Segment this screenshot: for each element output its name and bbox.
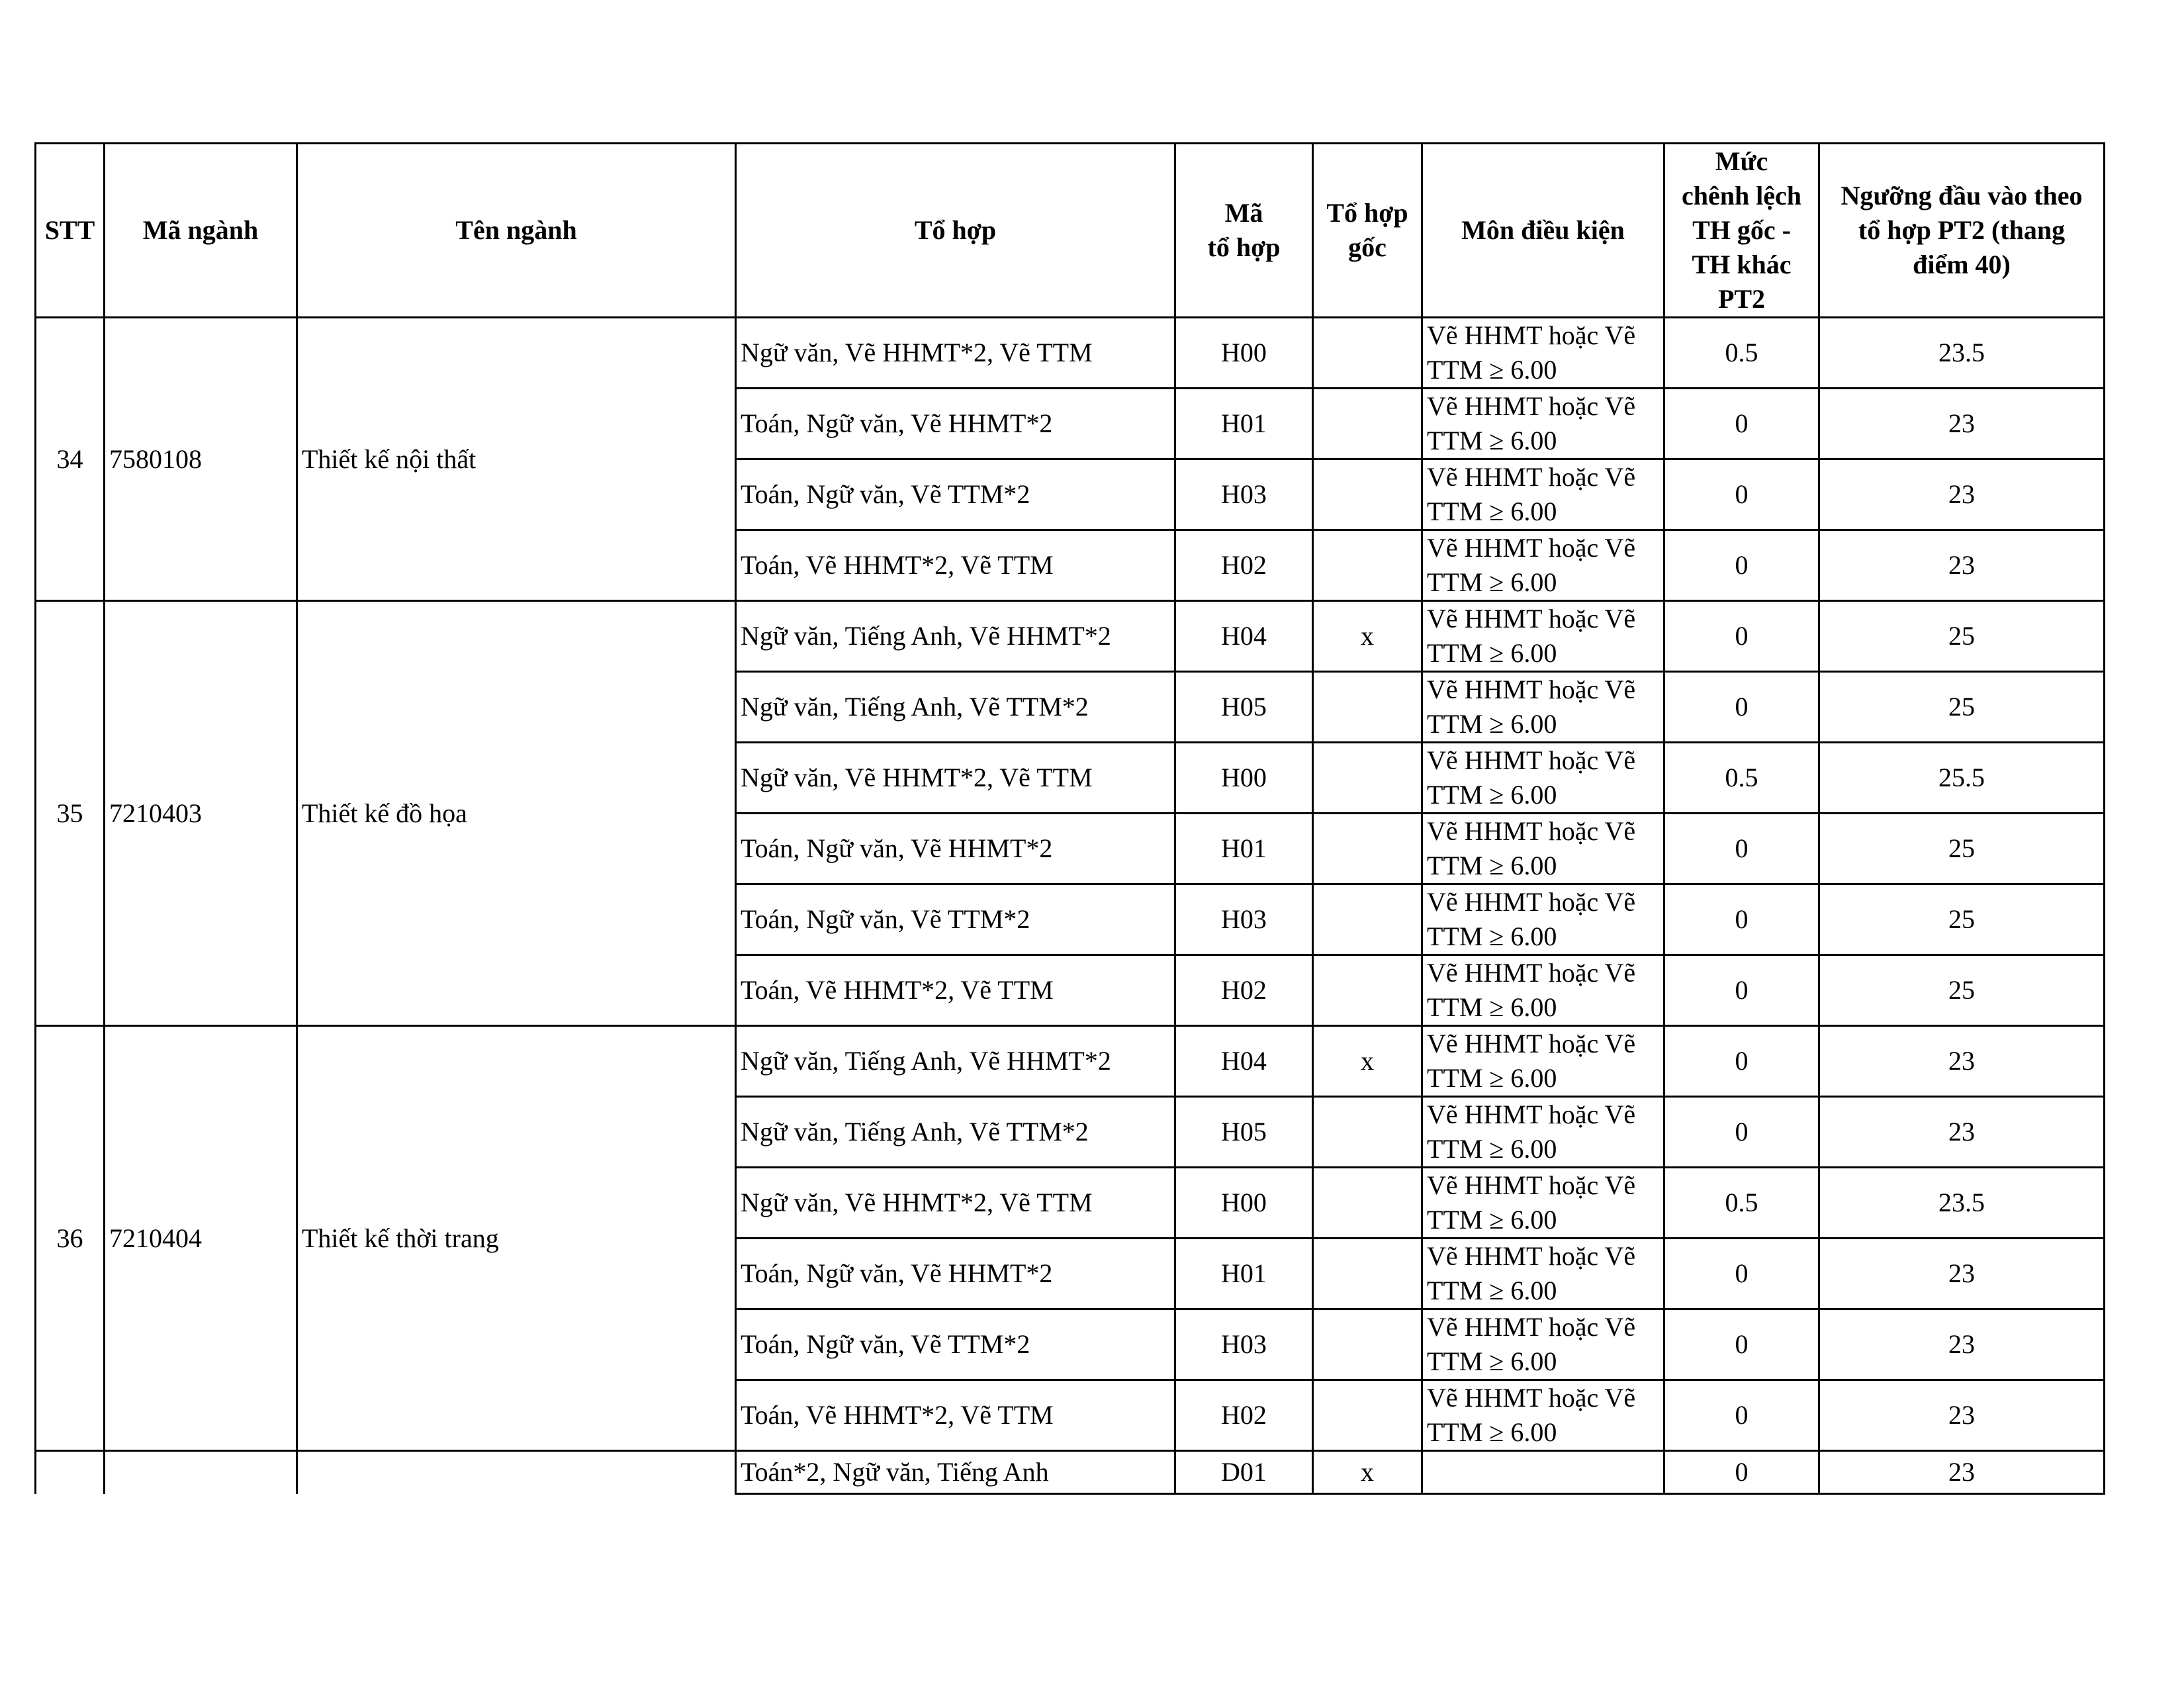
to-hop-cell: Toán, Ngữ văn, Vẽ HHMT*2 [736,1239,1175,1309]
condition-line-1: Vẽ HHMT hoặc Vẽ [1427,320,1636,350]
to-hop-goc-cell: x [1313,1026,1422,1097]
nguong-cell: 25 [1819,955,2105,1026]
to-hop-goc-cell [1313,1097,1422,1168]
nguong-cell: 25.5 [1819,743,2105,814]
ten-nganh-cell-continued [297,1451,736,1494]
condition-line-2: TTM ≥ 6.00 [1427,1134,1557,1164]
condition-line-1: Vẽ HHMT hoặc Vẽ [1427,1029,1636,1058]
to-hop-goc-cell [1313,1309,1422,1380]
to-hop-cell: Toán, Ngữ văn, Vẽ HHMT*2 [736,814,1175,884]
condition-line-2: TTM ≥ 6.00 [1427,1063,1557,1093]
ma-to-hop-cell: H04 [1175,1026,1313,1097]
muc-chenh-lech-cell: 0 [1664,601,1819,672]
to-hop-goc-cell [1313,743,1422,814]
stt-cell: 36 [36,1026,105,1451]
muc-chenh-lech-cell: 0 [1664,1239,1819,1309]
to-hop-cell: Toán, Vẽ HHMT*2, Vẽ TTM [736,1380,1175,1451]
nguong-cell: 25 [1819,884,2105,955]
muc-chenh-lech-cell: 0.5 [1664,318,1819,389]
admissions-table [34,142,2105,1495]
condition-line-2: TTM ≥ 6.00 [1427,851,1557,880]
to-hop-cell: Ngữ văn, Tiếng Anh, Vẽ HHMT*2 [736,601,1175,672]
ma-nganh-cell-continued [105,1451,297,1494]
ma-to-hop-cell: H02 [1175,1380,1313,1451]
condition-line-2: TTM ≥ 6.00 [1427,921,1557,951]
header-ma-nganh: Mã ngành [105,144,297,318]
muc-chenh-lech-cell: 0 [1664,672,1819,743]
to-hop-cell: Toán*2, Ngữ văn, Tiếng Anh [736,1451,1175,1494]
nguong-cell: 23 [1819,1097,2105,1168]
condition-line-2: TTM ≥ 6.00 [1427,1346,1557,1376]
ma-to-hop-cell: H03 [1175,1309,1313,1380]
muc-chenh-lech-cell: 0 [1664,1097,1819,1168]
ma-to-hop-cell: H00 [1175,743,1313,814]
to-hop-goc-cell: x [1313,1451,1422,1494]
condition-line-2: TTM ≥ 6.00 [1427,1205,1557,1235]
condition-line-1: Vẽ HHMT hoặc Vẽ [1427,675,1636,704]
to-hop-goc-cell: x [1313,601,1422,672]
condition-line-2: TTM ≥ 6.00 [1427,567,1557,597]
to-hop-cell: Toán, Ngữ văn, Vẽ TTM*2 [736,1309,1175,1380]
condition-line-1: Vẽ HHMT hoặc Vẽ [1427,1312,1636,1342]
nguong-cell: 25 [1819,814,2105,884]
to-hop-cell: Toán, Vẽ HHMT*2, Vẽ TTM [736,955,1175,1026]
condition-line-2: TTM ≥ 6.00 [1427,638,1557,668]
nguong-cell: 23 [1819,1309,2105,1380]
to-hop-goc-cell [1313,318,1422,389]
nguong-cell: 25 [1819,601,2105,672]
condition-line-1: Vẽ HHMT hoặc Vẽ [1427,1241,1636,1271]
condition-cell [1422,814,1664,884]
condition-line-1: Vẽ HHMT hoặc Vẽ [1427,887,1636,917]
stt-cell: 35 [36,601,105,1026]
header-ma-to-hop: Mã tổ hợp [1175,144,1313,318]
ma-nganh-cell: 7210403 [105,601,297,1026]
condition-line-1: Vẽ HHMT hoặc Vẽ [1427,1100,1636,1129]
muc-chenh-lech-cell: 0.5 [1664,1168,1819,1239]
header-to-hop-goc: Tổ hợp gốc [1313,144,1422,318]
to-hop-cell: Toán, Vẽ HHMT*2, Vẽ TTM [736,530,1175,601]
muc-chenh-lech-cell: 0 [1664,814,1819,884]
ten-nganh-cell: Thiết kế thời trang [297,1026,736,1451]
ma-nganh-cell: 7210404 [105,1026,297,1451]
stt-cell: 34 [36,318,105,601]
stt-cell-continued [36,1451,105,1494]
condition-line-2: TTM ≥ 6.00 [1427,496,1557,526]
condition-cell [1422,1380,1664,1451]
header-nguong-dau-vao: Ngưỡng đầu vào theo tổ hợp PT2 (thang điểm 40) [1819,144,2105,318]
to-hop-cell: Ngữ văn, Vẽ HHMT*2, Vẽ TTM [736,318,1175,389]
table-row [36,601,2105,672]
nguong-cell: 23 [1819,1239,2105,1309]
to-hop-goc-cell [1313,672,1422,743]
to-hop-goc-cell [1313,884,1422,955]
to-hop-cell: Ngữ văn, Tiếng Anh, Vẽ HHMT*2 [736,1026,1175,1097]
condition-line-1: Vẽ HHMT hoặc Vẽ [1427,958,1636,988]
table-row [36,1026,2105,1097]
ma-to-hop-cell: H05 [1175,1097,1313,1168]
condition-cell [1422,389,1664,459]
condition-cell [1422,1309,1664,1380]
to-hop-cell: Ngữ văn, Vẽ HHMT*2, Vẽ TTM [736,743,1175,814]
to-hop-goc-cell [1313,955,1422,1026]
nguong-cell: 23 [1819,1026,2105,1097]
condition-cell [1422,530,1664,601]
condition-cell [1422,1168,1664,1239]
nguong-cell: 23.5 [1819,318,2105,389]
to-hop-goc-cell [1313,389,1422,459]
header-to-hop: Tổ hợp [736,144,1175,318]
to-hop-goc-cell [1313,1380,1422,1451]
condition-cell [1422,743,1664,814]
ma-to-hop-cell: H00 [1175,1168,1313,1239]
ma-to-hop-cell: H02 [1175,955,1313,1026]
header-mon-dieu-kien: Môn điều kiện [1422,144,1664,318]
condition-line-1: Vẽ HHMT hoặc Vẽ [1427,604,1636,633]
ma-to-hop-cell: H00 [1175,318,1313,389]
condition-cell [1422,1026,1664,1097]
nguong-cell: 23 [1819,1380,2105,1451]
header-ten-nganh: Tên ngành [297,144,736,318]
to-hop-goc-cell [1313,1239,1422,1309]
table-body [36,318,2105,1494]
to-hop-goc-cell [1313,814,1422,884]
muc-chenh-lech-cell: 0 [1664,955,1819,1026]
condition-line-2: TTM ≥ 6.00 [1427,355,1557,385]
condition-line-2: TTM ≥ 6.00 [1427,1417,1557,1447]
condition-line-1: Vẽ HHMT hoặc Vẽ [1427,1383,1636,1413]
muc-chenh-lech-cell: 0.5 [1664,743,1819,814]
condition-line-2: TTM ≥ 6.00 [1427,992,1557,1022]
condition-line-1: Vẽ HHMT hoặc Vẽ [1427,391,1636,421]
condition-cell [1422,672,1664,743]
nguong-cell: 23 [1819,459,2105,530]
muc-chenh-lech-cell: 0 [1664,1309,1819,1380]
nguong-cell: 25 [1819,672,2105,743]
condition-line-2: TTM ≥ 6.00 [1427,426,1557,455]
condition-line-1: Vẽ HHMT hoặc Vẽ [1427,745,1636,775]
condition-cell [1422,1097,1664,1168]
muc-chenh-lech-cell: 0 [1664,459,1819,530]
ma-to-hop-cell: D01 [1175,1451,1313,1494]
to-hop-cell: Ngữ văn, Tiếng Anh, Vẽ TTM*2 [736,672,1175,743]
nguong-cell: 23 [1819,1451,2105,1494]
condition-line-2: TTM ≥ 6.00 [1427,709,1557,739]
header-row [36,144,2105,318]
to-hop-cell: Toán, Ngữ văn, Vẽ HHMT*2 [736,389,1175,459]
condition-cell [1422,459,1664,530]
to-hop-cell: Ngữ văn, Vẽ HHMT*2, Vẽ TTM [736,1168,1175,1239]
condition-line-2: TTM ≥ 6.00 [1427,780,1557,810]
to-hop-goc-cell [1313,530,1422,601]
ma-to-hop-cell: H01 [1175,389,1313,459]
to-hop-cell: Toán, Ngữ văn, Vẽ TTM*2 [736,884,1175,955]
condition-line-1: Vẽ HHMT hoặc Vẽ [1427,816,1636,846]
to-hop-cell: Toán, Ngữ văn, Vẽ TTM*2 [736,459,1175,530]
ma-to-hop-cell: H03 [1175,884,1313,955]
muc-chenh-lech-cell: 0 [1664,530,1819,601]
condition-cell [1422,955,1664,1026]
ten-nganh-cell: Thiết kế đồ họa [297,601,736,1026]
table-row [36,318,2105,389]
muc-chenh-lech-cell: 0 [1664,389,1819,459]
nguong-cell: 23 [1819,389,2105,459]
ma-to-hop-cell: H01 [1175,814,1313,884]
ma-to-hop-cell: H01 [1175,1239,1313,1309]
to-hop-goc-cell [1313,1168,1422,1239]
ten-nganh-cell: Thiết kế nội thất [297,318,736,601]
ma-nganh-cell: 7580108 [105,318,297,601]
muc-chenh-lech-cell: 0 [1664,1026,1819,1097]
condition-cell [1422,1239,1664,1309]
muc-chenh-lech-cell: 0 [1664,884,1819,955]
muc-chenh-lech-cell: 0 [1664,1380,1819,1451]
header-stt: STT [36,144,105,318]
nguong-cell: 23.5 [1819,1168,2105,1239]
header-muc-chenh-lech: Mức chênh lệch TH gốc - TH khác PT2 [1664,144,1819,318]
ma-to-hop-cell: H02 [1175,530,1313,601]
to-hop-cell: Ngữ văn, Tiếng Anh, Vẽ TTM*2 [736,1097,1175,1168]
condition-line-1: Vẽ HHMT hoặc Vẽ [1427,462,1636,492]
condition-cell [1422,601,1664,672]
ma-to-hop-cell: H05 [1175,672,1313,743]
ma-to-hop-cell: H03 [1175,459,1313,530]
condition-line-1: Vẽ HHMT hoặc Vẽ [1427,533,1636,563]
condition-line-2: TTM ≥ 6.00 [1427,1276,1557,1305]
condition-cell [1422,318,1664,389]
muc-chenh-lech-cell: 0 [1664,1451,1819,1494]
condition-cell [1422,884,1664,955]
condition-cell [1422,1451,1664,1494]
nguong-cell: 23 [1819,530,2105,601]
ma-to-hop-cell: H04 [1175,601,1313,672]
to-hop-goc-cell [1313,459,1422,530]
condition-line-1: Vẽ HHMT hoặc Vẽ [1427,1170,1636,1200]
table-row-continued [36,1451,2105,1494]
